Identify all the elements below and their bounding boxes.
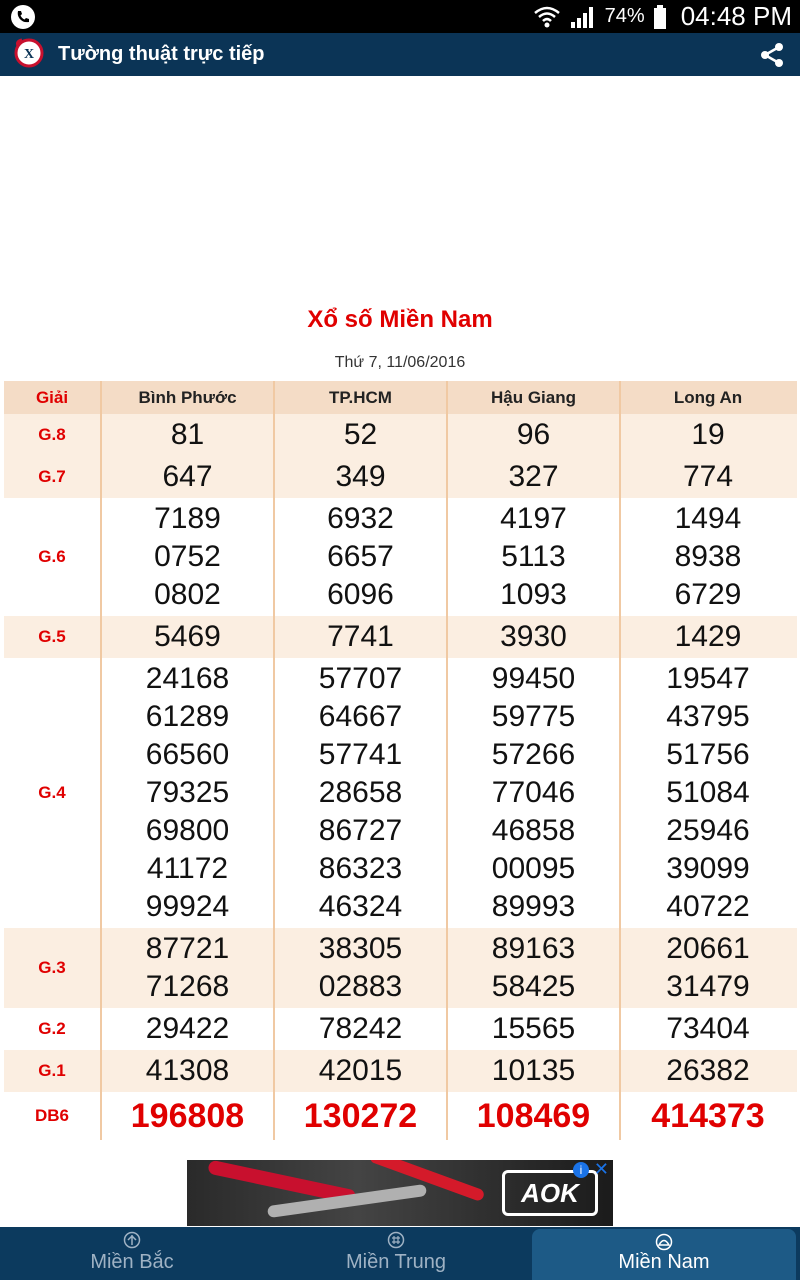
prize-number: 52: [343, 418, 378, 451]
result-cell: [275, 1092, 448, 1140]
ad-close-icon[interactable]: ✕: [593, 1160, 609, 1179]
result-cell: [621, 616, 795, 658]
bottom-tab-bar: [0, 1227, 800, 1280]
prize-number: 46858: [491, 814, 576, 847]
prize-row: [4, 616, 797, 658]
prize-number: 66560: [145, 738, 230, 771]
prize-number: 25946: [666, 814, 750, 847]
result-cell: [275, 658, 448, 928]
lottery-title: Xổ số Miền Nam: [307, 306, 493, 333]
result-cell: [102, 658, 275, 928]
prize-number: 59775: [491, 700, 576, 733]
result-cell: [448, 456, 621, 498]
prize-number: 40722: [666, 890, 750, 923]
region-north-icon: [123, 1231, 141, 1249]
result-cell: [621, 928, 795, 1008]
result-cell: [448, 1008, 621, 1050]
prize-row: [4, 1092, 797, 1140]
prize-label: G.2: [4, 1008, 102, 1050]
prize-number: 73404: [666, 1012, 750, 1045]
battery-icon: [653, 5, 667, 29]
prize-number: 1429: [674, 620, 742, 653]
prize-number: 0752: [154, 540, 221, 573]
prize-number: 647: [162, 460, 213, 493]
prize-number: 0802: [154, 578, 221, 611]
result-cell: [275, 498, 448, 616]
prize-number: 29422: [145, 1012, 230, 1045]
prize-row: [4, 1008, 797, 1050]
prize-number: 6657: [327, 540, 394, 573]
prize-number: 39099: [666, 852, 750, 885]
prize-number: 89993: [491, 890, 576, 923]
lottery-date: Thứ 7, 11/06/2016: [334, 354, 466, 371]
prize-number: 31479: [666, 970, 750, 1003]
prize-number: 24168: [145, 662, 230, 695]
prize-number: 19: [691, 418, 725, 451]
result-cell: [102, 498, 275, 616]
prize-number: 8938: [674, 540, 742, 573]
result-cell: [621, 414, 795, 456]
app-title: Tường thuật trực tiếp: [58, 43, 265, 65]
prize-row: [4, 456, 797, 498]
prize-number: 3930: [500, 620, 567, 653]
result-cell: [448, 928, 621, 1008]
app-bar: [0, 33, 800, 76]
result-cell: [448, 498, 621, 616]
special-prize-number: 108469: [476, 1097, 591, 1135]
battery-percent: 74%: [604, 5, 645, 27]
prize-number: 57707: [318, 662, 403, 695]
prize-number: 5113: [501, 540, 566, 573]
result-cell: [275, 414, 448, 456]
result-cell: [102, 1092, 275, 1140]
prize-number: 99450: [491, 662, 576, 695]
prize-row: [4, 658, 797, 928]
prize-number: 57741: [318, 738, 403, 771]
result-cell: [102, 1008, 275, 1050]
clock: 04:48 PM: [680, 1, 792, 31]
prize-number: 89163: [491, 932, 576, 965]
region-south-icon: [655, 1233, 673, 1251]
prize-number: 15565: [491, 1012, 576, 1045]
result-cell: [621, 1008, 795, 1050]
result-cell: [448, 616, 621, 658]
result-cell: [275, 616, 448, 658]
phone-icon: [10, 4, 36, 30]
prize-number: 28658: [318, 776, 403, 809]
ad-banner[interactable]: [187, 1160, 613, 1226]
prize-row: [4, 414, 797, 456]
result-cell: [621, 1092, 795, 1140]
prize-number: 43795: [666, 700, 750, 733]
prize-number: 6729: [674, 578, 742, 611]
prize-number: 349: [335, 460, 386, 493]
prize-number: 7189: [154, 502, 221, 535]
prize-number: 20661: [666, 932, 750, 965]
result-cell: [621, 456, 795, 498]
header-province: Hậu Giang: [448, 381, 621, 414]
prize-number: 86323: [318, 852, 403, 885]
prize-label: G.4: [4, 658, 102, 928]
result-cell: [621, 498, 795, 616]
prize-number: 4197: [500, 502, 567, 535]
tab-mien-trung[interactable]: [264, 1227, 528, 1280]
prize-number: 51084: [666, 776, 750, 809]
prize-number: 79325: [145, 776, 230, 809]
prize-number: 69800: [145, 814, 230, 847]
prize-number: 64667: [318, 700, 403, 733]
prize-number: 26382: [666, 1054, 750, 1087]
result-cell: [448, 1092, 621, 1140]
ad-brand-logo: AOK: [502, 1170, 598, 1216]
result-cell: [448, 658, 621, 928]
prize-number: 1093: [500, 578, 567, 611]
prize-number: 6932: [327, 502, 394, 535]
result-cell: [102, 414, 275, 456]
prize-number: 58425: [491, 970, 576, 1003]
signal-icon: [569, 4, 597, 30]
prize-number: 46324: [318, 890, 403, 923]
prize-number: 51756: [666, 738, 750, 771]
result-cell: [102, 456, 275, 498]
result-cell: [275, 928, 448, 1008]
result-cell: [102, 1050, 275, 1092]
prize-number: 86727: [318, 814, 403, 847]
prize-label: G.7: [4, 456, 102, 498]
prize-number: 42015: [318, 1054, 403, 1087]
tab-label: Miền Trung: [345, 1251, 447, 1273]
wifi-icon: [533, 4, 561, 30]
prize-label: G.3: [4, 928, 102, 1008]
result-cell: [102, 928, 275, 1008]
prize-number: 87721: [145, 932, 230, 965]
prize-number: 5469: [154, 620, 221, 653]
tab-mien-nam[interactable]: [532, 1229, 796, 1280]
prize-label: G.5: [4, 616, 102, 658]
prize-label: G.6: [4, 498, 102, 616]
ad-info-icon[interactable]: i: [573, 1162, 589, 1178]
special-prize-number: 130272: [303, 1097, 418, 1135]
prize-number: 10135: [491, 1054, 576, 1087]
result-cell: [621, 1050, 795, 1092]
header-province: TP.HCM: [275, 381, 448, 414]
prize-label: G.1: [4, 1050, 102, 1092]
prize-number: 81: [170, 418, 205, 451]
result-cell: [275, 1008, 448, 1050]
special-prize-number: 196808: [130, 1097, 245, 1135]
prize-number: 327: [508, 460, 559, 493]
prize-number: 41308: [145, 1054, 230, 1087]
prize-number: 77046: [491, 776, 576, 809]
prize-number: 57266: [491, 738, 576, 771]
prize-number: 19547: [666, 662, 750, 695]
prize-row: [4, 1050, 797, 1092]
status-bar: [0, 0, 800, 33]
prize-number: 96: [516, 418, 551, 451]
special-prize-number: 414373: [651, 1097, 765, 1135]
status-right: [533, 0, 792, 33]
prize-number: 774: [682, 460, 734, 493]
prize-number: 6096: [327, 578, 394, 611]
result-cell: [621, 658, 795, 928]
result-cell: [448, 414, 621, 456]
prize-number: 61289: [145, 700, 230, 733]
result-cell: [448, 1050, 621, 1092]
tab-label: Miền Nam: [618, 1251, 710, 1273]
prize-number: 78242: [318, 1012, 403, 1045]
header-province: Long An: [673, 387, 743, 407]
prize-number: 38305: [318, 932, 403, 965]
prize-label: DB6: [4, 1092, 102, 1140]
prize-number: 41172: [146, 852, 229, 885]
region-central-icon: [387, 1231, 405, 1249]
tab-label: Miền Bắc: [90, 1251, 174, 1273]
result-cell: [275, 456, 448, 498]
prize-number: 00095: [491, 852, 576, 885]
header-province: Bình Phước: [102, 381, 275, 414]
prize-number: 7741: [327, 620, 394, 653]
prize-number: 02883: [318, 970, 403, 1003]
table-header: [4, 381, 797, 414]
prize-label: G.8: [4, 414, 102, 456]
prize-number: 99924: [145, 890, 230, 923]
result-cell: [275, 1050, 448, 1092]
prize-row: [4, 498, 797, 616]
tab-mien-bac[interactable]: [0, 1227, 264, 1280]
svg-text:X: X: [23, 47, 35, 62]
share-icon[interactable]: [758, 41, 786, 69]
results-table: [4, 381, 797, 1140]
result-cell: [102, 616, 275, 658]
header-prize-label: Giải: [4, 381, 102, 414]
prize-row: [4, 928, 797, 1008]
prize-number: 71268: [145, 970, 230, 1003]
app-logo-icon[interactable]: [14, 38, 44, 68]
prize-number: 1494: [674, 502, 742, 535]
